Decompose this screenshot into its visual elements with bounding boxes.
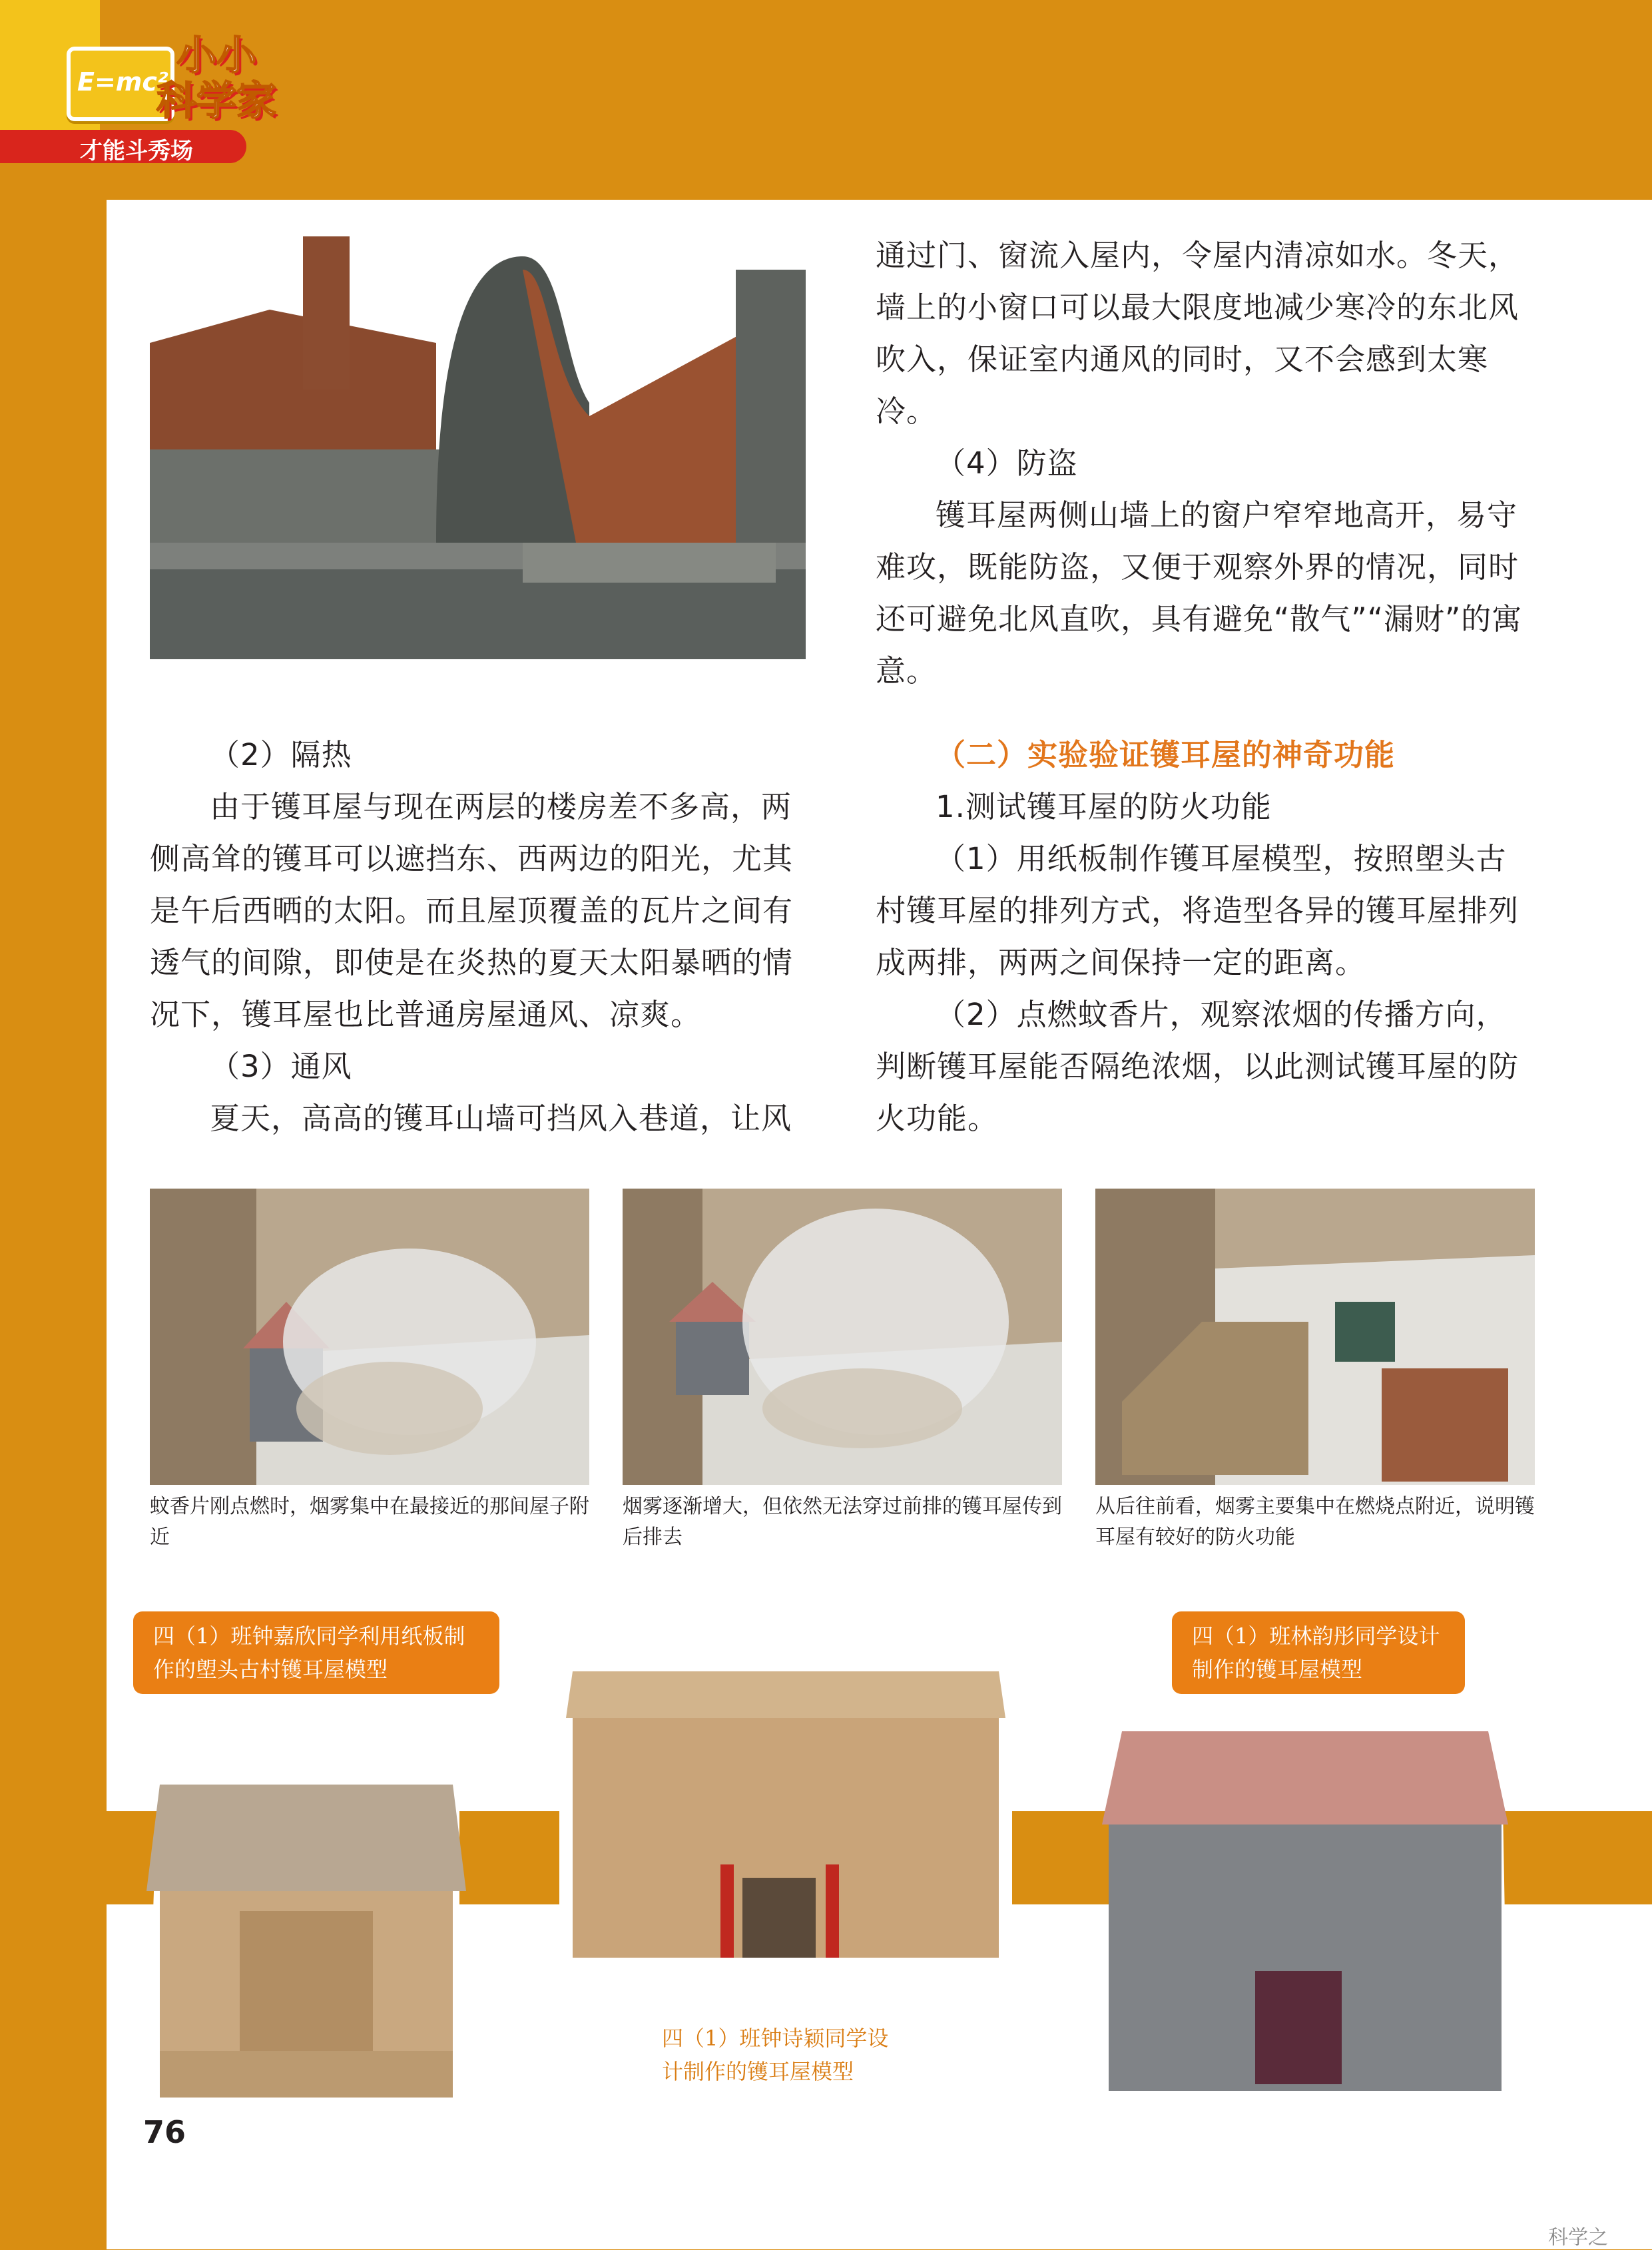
model-photo-cardboard-gable (133, 1691, 479, 2104)
wok-ear-house-photo (150, 230, 806, 659)
page-number: 76 (143, 2114, 186, 2150)
left-column (150, 729, 809, 1145)
paragraph-ventilation-cont: 通过门、窗流入屋内，令屋内清凉如水。冬天，墙上的小窗口可以最大限度地减少寒冷的东北风吹入，保证室内通风的同时，又不会感到太寒冷。 (876, 238, 1519, 429)
tag-model-2: 四（1）班钟诗颖同学设计制作的镬耳屋模型 (639, 2011, 918, 2099)
heading-ventilation: （3）通风 (210, 1049, 352, 1084)
logo-title-line2: 科学家 (156, 78, 276, 125)
tag-model-1: 四（1）班钟嘉欣同学利用纸板制作的塱头古村镬耳屋模型 (133, 1611, 499, 1694)
paragraph-step1: （1）用纸板制作镬耳屋模型，按照塱头古村镬耳屋的排列方式，将造型各异的镬耳屋排列成两排，两两之间保持一定的距离。 (876, 841, 1519, 980)
column-name: 才能斗秀场 (80, 138, 193, 164)
logo-formula: E=mc² (77, 67, 168, 97)
experiment-photo-3 (1095, 1189, 1535, 1485)
right-column-experiment (876, 729, 1535, 1145)
experiment-photo-2 (623, 1189, 1062, 1485)
caption-photo-1: 蚊香片刚点燃时，烟雾集中在最接近的那间屋子附近 (150, 1495, 589, 1549)
caption-photo-3: 从后往前看，烟雾主要集中在燃烧点附近，说明镬耳屋有较好的防火功能 (1095, 1495, 1535, 1549)
heading-heat-insulation: （2）隔热 (210, 737, 352, 772)
column-name-bar (0, 130, 246, 163)
model-photo-brick-house (1089, 1705, 1521, 2104)
paragraph-anti-theft: 镬耳屋两侧山墙上的窗户窄窄地高开，易守难攻，既能防盗，又便于观察外界的情况，同时还可避免北风直吹，具有避免“散气”“漏财”的寓意。 (876, 497, 1523, 689)
tag-model-3: 四（1）班林韵彤同学设计制作的镬耳屋模型 (1172, 1611, 1465, 1694)
logo-title (156, 33, 276, 124)
section-heading: （二）实验验证镬耳屋的神奇功能 (936, 737, 1396, 772)
right-column-top (876, 230, 1535, 697)
heading-anti-theft: （4）防盗 (936, 445, 1078, 481)
model-photo-plain-box (546, 1598, 1025, 1978)
caption-photo-2: 烟雾逐渐增大，但依然无法穿过前排的镬耳屋传到后排去 (623, 1495, 1062, 1549)
paragraph-heat-insulation: 由于镬耳屋与现在两层的楼房差不多高，两侧高耸的镬耳可以遮挡东、西两边的阳光，尤其是午后西晒的太阳。而且屋顶覆盖的瓦片之间有透气的间隙，即使是在炎热的夏天太阳暴晒的情况下，镬耳屋也比普通房屋通风、凉爽。 (150, 789, 794, 1032)
logo-title-line1: 小小 (176, 33, 256, 79)
experiment-photo-1 (150, 1189, 589, 1485)
subheading-fire-test: 1.测试镬耳屋的防火功能 (936, 789, 1272, 824)
paragraph-ventilation: 夏天，高高的镬耳山墙可挡风入巷道，让风 (210, 1101, 792, 1136)
paragraph-step2: （2）点燃蚊香片，观察浓烟的传播方向，判断镬耳屋能否隔绝浓烟，以此测试镬耳屋的防火功能。 (876, 997, 1519, 1136)
footer-watermark: 科学之 (1548, 2226, 1608, 2249)
